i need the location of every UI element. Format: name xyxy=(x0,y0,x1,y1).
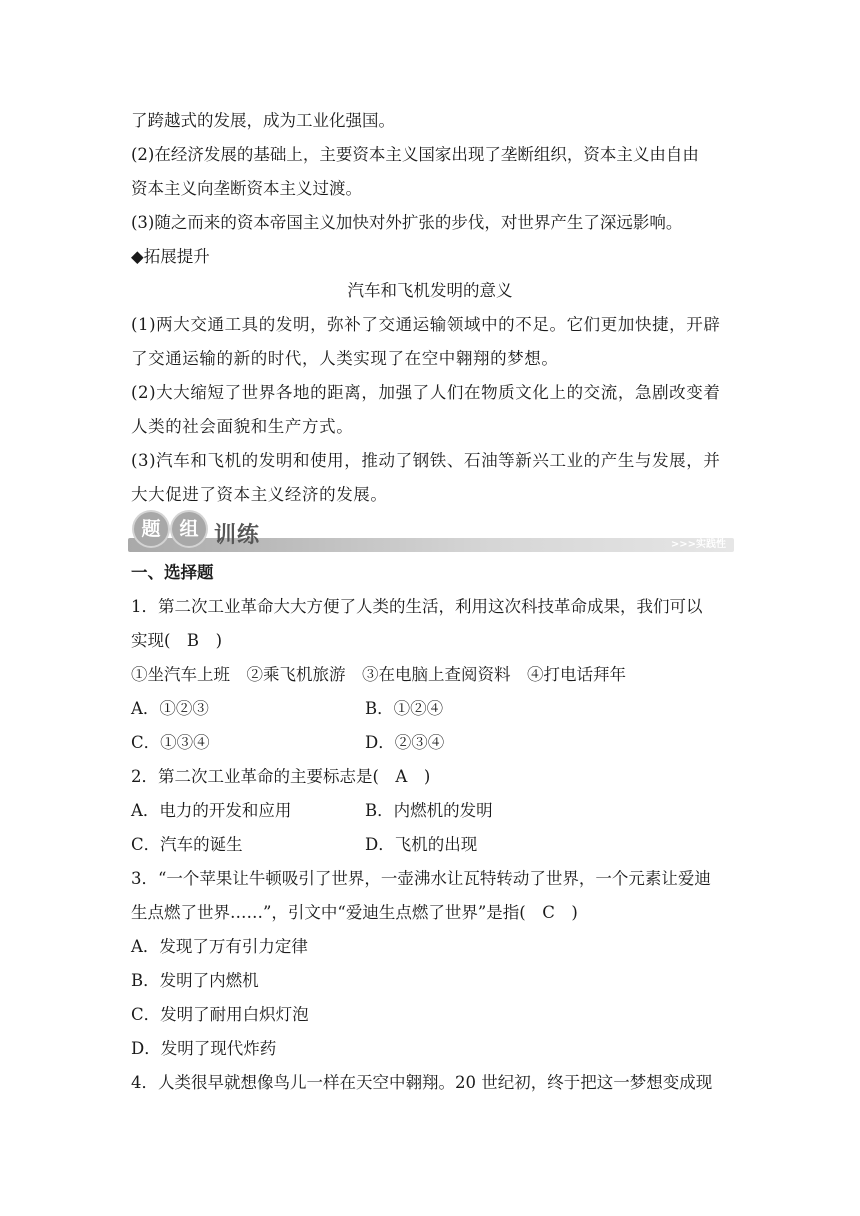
banner-circle: 题 xyxy=(134,512,168,546)
option-a: A．发现了万有引力定律 xyxy=(131,937,308,956)
meaning-text-line: (2)大大缩短了世界各地的距离，加强了人们在物质文化上的交流，急剧改变着 xyxy=(131,383,721,402)
question-items: ①坐汽车上班 ②乘飞机旅游 ③在电脑上查阅资料 ④打电话拜年 xyxy=(131,665,626,684)
meaning-text-line: (1)两大交通工具的发明，弥补了交通运输领域中的不足。它们更加快捷，开辟 xyxy=(131,315,721,334)
banner-title: 训练 xyxy=(214,523,261,548)
question-stem: 2．第二次工业革命的主要标志是( A ) xyxy=(131,767,431,786)
option-b: B．①②④ xyxy=(365,699,444,718)
option-c: C．发明了耐用白炽灯泡 xyxy=(131,1005,309,1024)
option-d: D．②③④ xyxy=(365,733,445,752)
meaning-text-line: (3)汽车和飞机的发明和使用，推动了钢铁、石油等新兴工业的产生与发展，并 xyxy=(131,451,721,470)
option-a: A．①②③ xyxy=(131,699,209,718)
question-stem: 实现( B ) xyxy=(131,631,222,650)
body-text-line: 了跨越式的发展，成为工业化强国。 xyxy=(131,111,395,130)
question-stem: 4．人类很早就想像鸟儿一样在天空中翱翔。20 世纪初，终于把这一梦想变成现 xyxy=(131,1073,713,1092)
option-d: D．发明了现代炸药 xyxy=(131,1039,277,1058)
body-text-line: 资本主义向垄断资本主义过渡。 xyxy=(131,179,362,198)
option-b: B．发明了内燃机 xyxy=(131,971,259,990)
option-a: A．电力的开发和应用 xyxy=(131,801,292,820)
banner-tag: >>>实践性 xyxy=(670,539,726,550)
box-title: 汽车和飞机发明的意义 xyxy=(347,281,513,300)
option-b: B．内燃机的发明 xyxy=(365,801,493,820)
question-stem: 3．“一个苹果让牛顿吸引了世界，一壶沸水让瓦特转动了世界，一个元素让爱迪 xyxy=(131,869,711,888)
meaning-text-line: 了交通运输的新的时代，人类实现了在空中翱翔的梦想。 xyxy=(131,349,559,368)
meaning-text-line: 人类的社会面貌和生产方式。 xyxy=(131,417,354,436)
expand-heading: ◆拓展提升 xyxy=(131,247,210,266)
body-text-line: (3)随之而来的资本帝国主义加快对外扩张的步伐，对世界产生了深远影响。 xyxy=(131,213,683,232)
option-c: C．①③④ xyxy=(131,733,210,752)
question-stem: 1．第二次工业革命大大方便了人类的生活，利用这次科技革命成果，我们可以 xyxy=(131,597,703,616)
option-c: C．汽车的诞生 xyxy=(131,835,243,854)
section-heading: 一、选择题 xyxy=(131,563,214,582)
option-d: D．飞机的出现 xyxy=(365,835,478,854)
meaning-text-line: 大大促进了资本主义经济的发展。 xyxy=(131,485,388,504)
banner-circle: 组 xyxy=(172,512,206,546)
section-banner xyxy=(128,508,734,556)
question-stem: 生点燃了世界……”，引文中“爱迪生点燃了世界”是指( C ) xyxy=(131,903,578,922)
body-text-line: (2)在经济发展的基础上，主要资本主义国家出现了垄断组织，资本主义由自由 xyxy=(131,145,699,164)
